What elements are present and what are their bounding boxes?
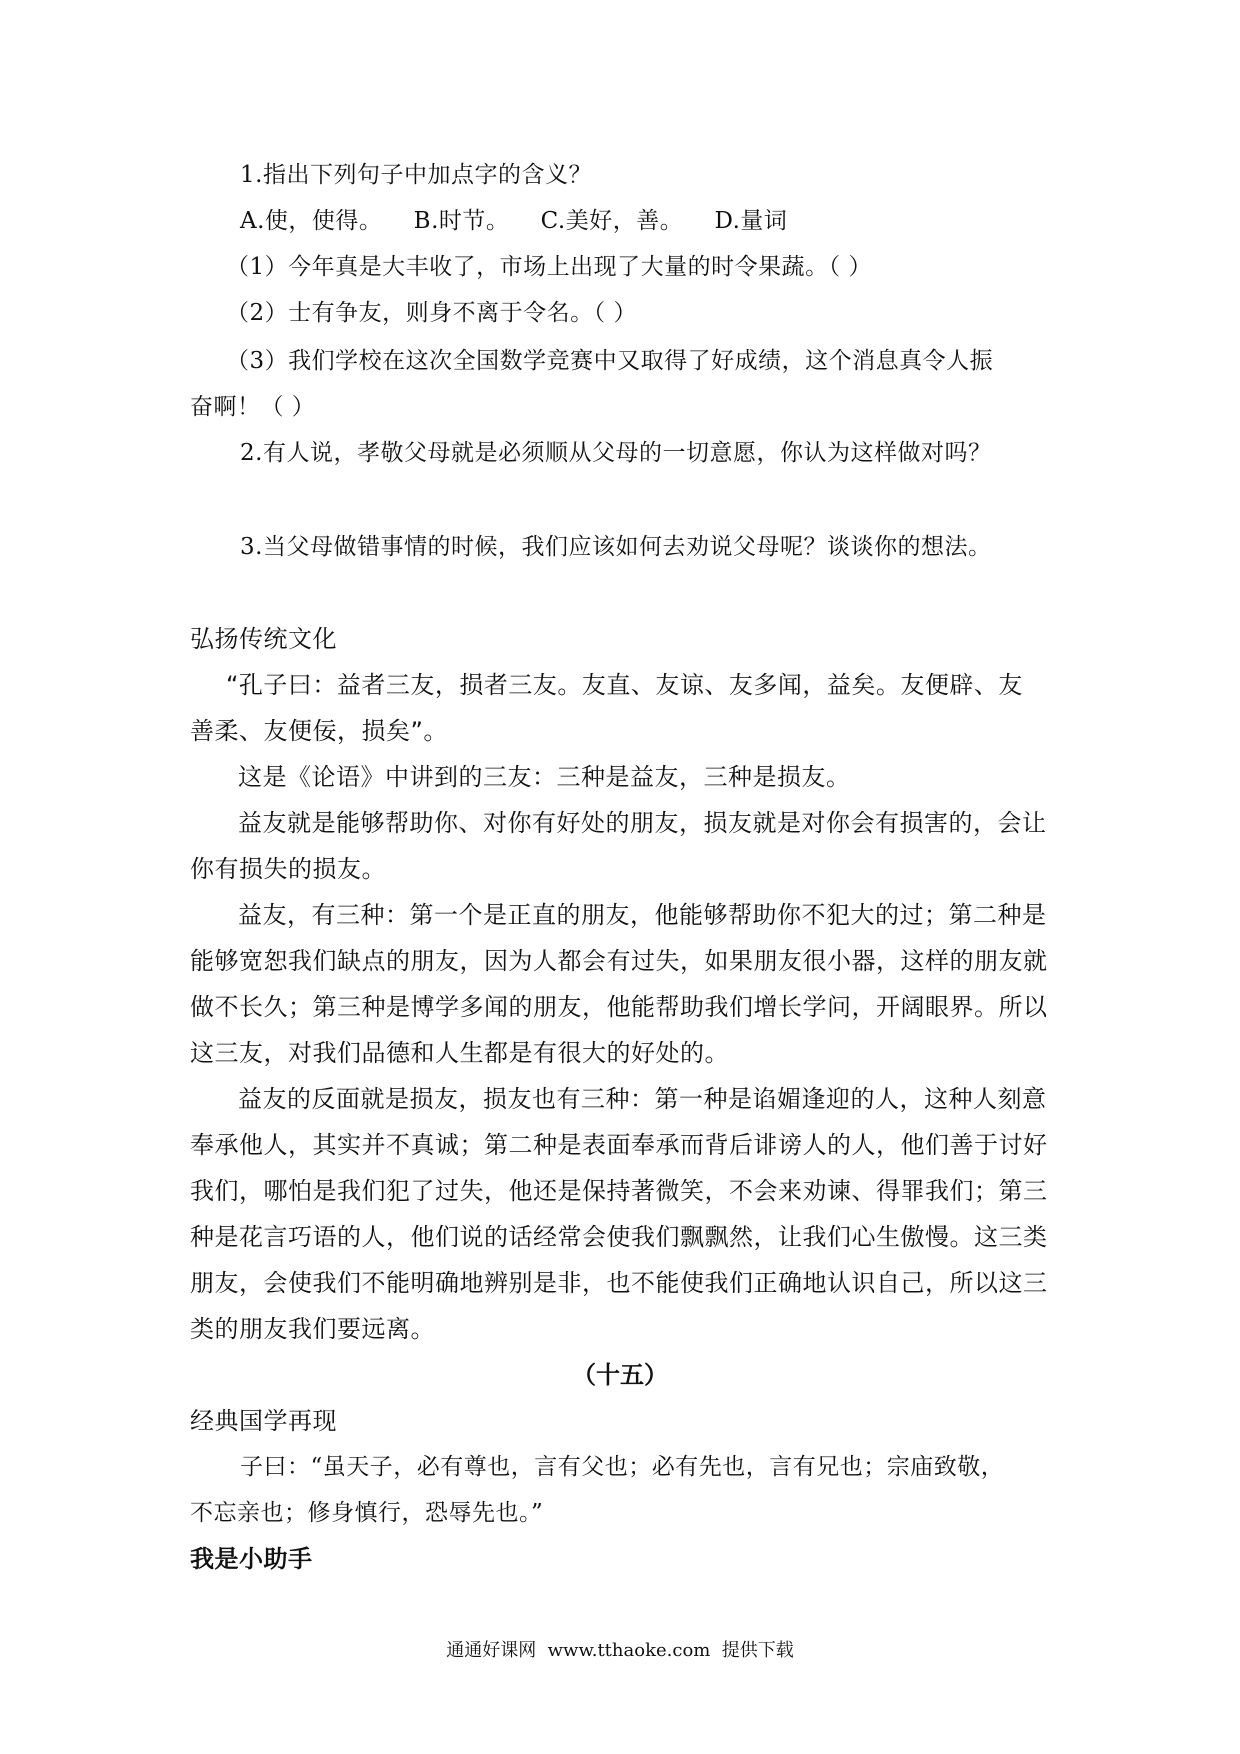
culture-paragraph-1: 这是《论语》中讲到的三友：三种是益友，三种是损友。 bbox=[238, 763, 851, 791]
question-2: 2.有人说，孝敬父母就是必须顺从父母的一切意愿，你认为这样做对吗？ bbox=[240, 440, 992, 466]
sentence-1: （1）今年真是大丰收了，市场上出现了大量的时令果蔬。（ ） bbox=[226, 254, 872, 280]
culture-paragraph-3-line-4: 这三友，对我们品德和人生都是有很大的好处的。 bbox=[190, 1039, 729, 1067]
sentence-2: （2）士有争友，则身不离于令名。（ ） bbox=[226, 300, 637, 326]
question-1: 1.指出下列句子中加点字的含义？ bbox=[240, 162, 592, 188]
culture-paragraph-4-line-3: 我们，哪怕是我们犯了过失，他还是保持著微笑，不会来劝谏、得罪我们；第三 bbox=[190, 1177, 1048, 1205]
culture-paragraph-3-line-2: 能够宽恕我们缺点的朋友，因为人都会有过失，如果朋友很小器，这样的朋友就 bbox=[190, 947, 1048, 975]
culture-paragraph-4-line-1: 益友的反面就是损友，损友也有三种：第一种是谄媚逢迎的人，这种人刻意 bbox=[238, 1085, 1047, 1113]
culture-quote-line-1: “孔子曰：益者三友，损者三友。友直、友谅、友多闻，益矣。友便辟、友 bbox=[226, 671, 1023, 699]
culture-paragraph-4-line-4: 种是花言巧语的人，他们说的话经常会使我们飘飘然，让我们心生傲慢。这三类 bbox=[190, 1223, 1048, 1251]
culture-paragraph-2-line-2: 你有损失的损友。 bbox=[190, 855, 386, 883]
culture-heading: 弘扬传统文化 bbox=[190, 625, 337, 653]
section-15-heading: 经典国学再现 bbox=[190, 1407, 337, 1435]
question-3: 3.当父母做错事情的时候，我们应该如何去劝说父母呢？谈谈你的想法。 bbox=[240, 534, 992, 560]
section-15-quote-line-1: 子曰：“虽天子，必有尊也，言有父也；必有先也，言有兄也；宗庙致敬， bbox=[240, 1454, 1005, 1480]
question-1-options: A.使，使得。 B.时节。 C.美好，善。 D.量词 bbox=[240, 208, 788, 234]
culture-paragraph-3-line-1: 益友，有三种：第一个是正直的朋友，他能够帮助你不犯大的过；第二种是 bbox=[238, 901, 1047, 929]
helper-heading: 我是小助手 bbox=[190, 1545, 313, 1573]
page-footer: 通通好课网 www.tthaoke.com 提供下载 bbox=[446, 1640, 794, 1661]
section-title: （十五） bbox=[572, 1361, 668, 1389]
culture-paragraph-3-line-3: 做不长久；第三种是博学多闻的朋友，他能帮助我们增长学问，开阔眼界。所以 bbox=[190, 993, 1048, 1021]
culture-paragraph-4-line-6: 类的朋友我们要远离。 bbox=[190, 1315, 435, 1343]
culture-paragraph-4-line-2: 奉承他人，其实并不真诚；第二种是表面奉承而背后诽谤人的人，他们善于讨好 bbox=[190, 1131, 1048, 1159]
culture-paragraph-2-line-1: 益友就是能够帮助你、对你有好处的朋友，损友就是对你会有损害的，会让 bbox=[238, 809, 1047, 837]
sentence-3-line-2: 奋啊！（ ） bbox=[190, 394, 316, 420]
culture-paragraph-4-line-5: 朋友，会使我们不能明确地辨别是非，也不能使我们正确地认识自己，所以这三 bbox=[190, 1269, 1048, 1297]
culture-quote-line-2: 善柔、友便佞，损矣”。 bbox=[190, 717, 448, 745]
sentence-3-line-1: （3）我们学校在这次全国数学竞赛中又取得了好成绩，这个消息真令人振 bbox=[226, 348, 994, 374]
section-15-quote-line-2: 不忘亲也；修身慎行，恐辱先也。” bbox=[190, 1500, 544, 1526]
